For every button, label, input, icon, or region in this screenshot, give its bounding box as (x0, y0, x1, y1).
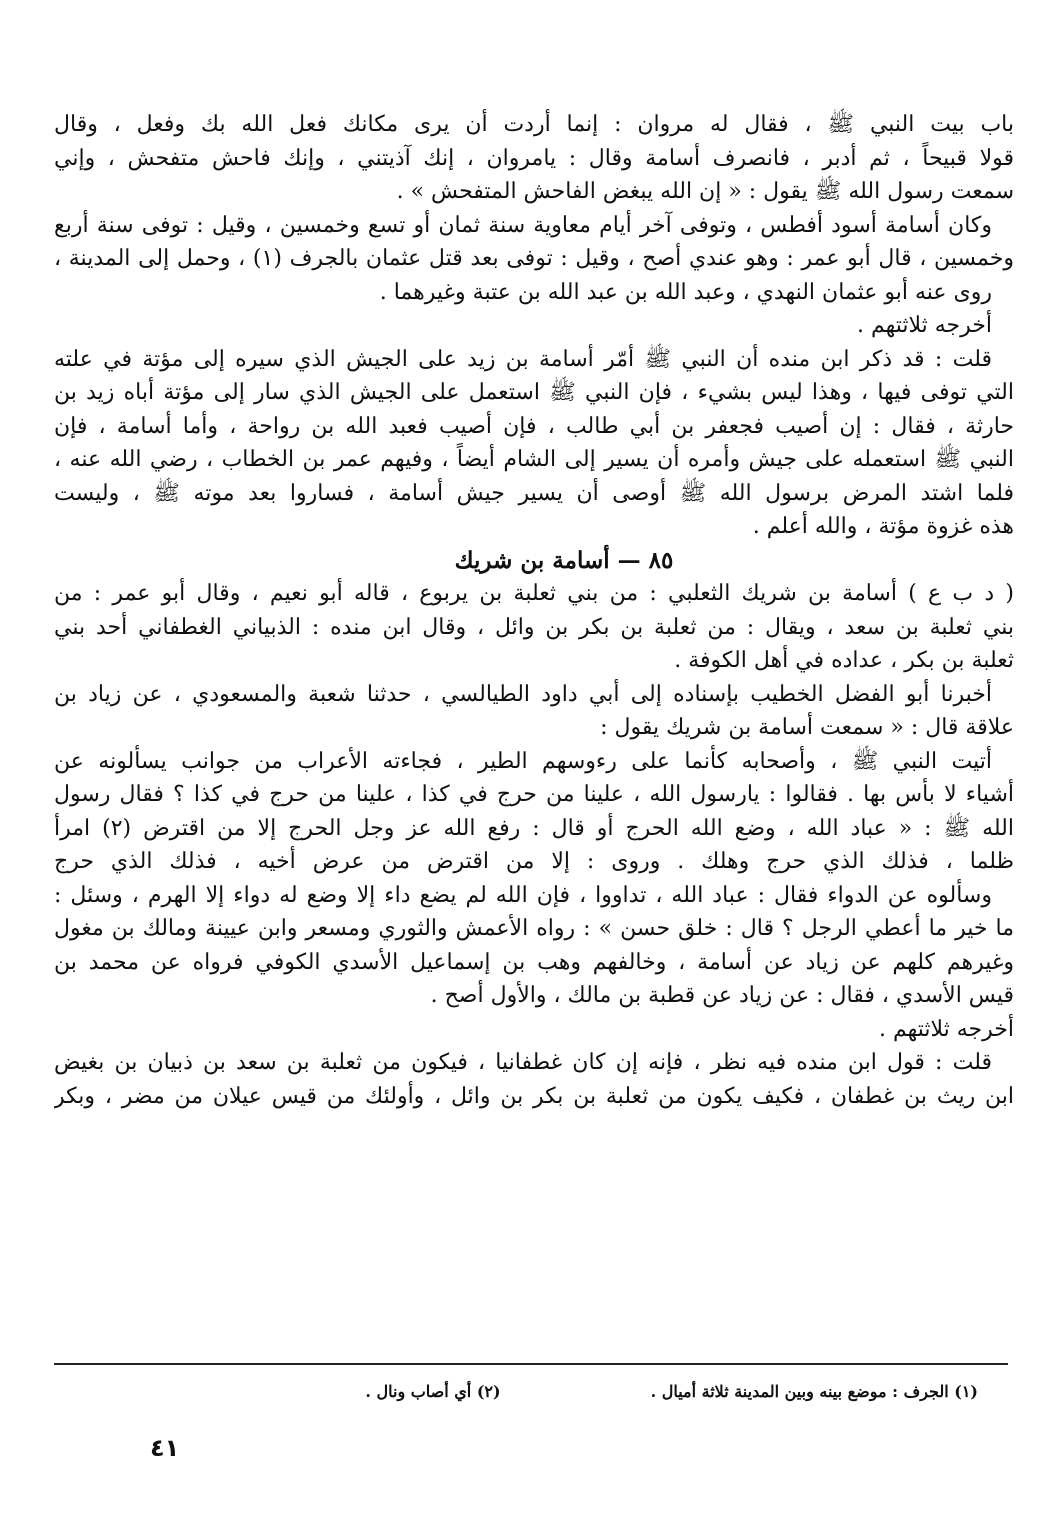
text-line: الله ﷺ : « عباد الله ، وضع الله الحرج أو قال : رفع الله عز وجل الحرج إلا من اقترض (٢) امرأ (54, 815, 1014, 841)
footnotes (54, 1382, 1008, 1401)
text-line: روى عنه أبو عثمان النهدي ، وعبد الله بن عبد الله بن عتبة وغيرهما . (379, 279, 992, 305)
entry-heading: ٨٥ — أسامة بن شريك (454, 546, 674, 574)
page-number: ٤١ (150, 1434, 180, 1462)
text-line: أتيت النبي ﷺ ، وأصحابه كأنما على رءوسهم الطير ، فجاءته الأعراب من جوانب يسألونه عن (54, 748, 992, 774)
text-line: قلت : قد ذكر ابن منده أن النبي ﷺ أمّر أسامة بن زيد على الجيش الذي سيره إلى مؤتة في علته (54, 346, 992, 372)
text-line: سمعت رسول الله ﷺ يقول : « إن الله يبغض الفاحش المتفحش » . (396, 179, 1014, 204)
footnote-1: (١) الجرف : موضع بينه وبين المدينة ثلاثة أميال . (650, 1382, 978, 1401)
text-line: باب بيت النبي ﷺ ، فقال له مروان : إنما أردت أن يرى مكانك فعل الله بك وفعل ، وقال (54, 112, 1014, 137)
text-line: وسألوه عن الدواء فقال : عباد الله ، تداووا ، فإن الله لم يضع داء إلا وضع له دواء إلا الهرم ، وسئل : (54, 882, 992, 908)
text-line: فلما اشتد المرض برسول الله ﷺ أوصى أن يسير جيش أسامة ، فساروا بعد موته ﷺ ، وليست (54, 480, 1014, 506)
text-line: ما خير ما أعطي الرجل ؟ قال : خلق حسن » : رواه الأعمش والثوري ومسعر وابن عيينة ومالك بن مغول (54, 916, 1014, 941)
text-line: أشياء لا بأس بها . فقالوا : يارسول الله ، علينا من حرج في كذا ، علينا من حرج في كذا ؟ فقال رسول (54, 782, 1014, 807)
footnote-divider (54, 1363, 1008, 1365)
text-line: قولا قبيحاً ، ثم أدبر ، فانصرف أسامة وقال : يامروان ، إنك آذيتني ، وإنك فاحش متفحش ، وإني (54, 145, 1014, 171)
text-line: قلت : قول ابن منده فيه نظر ، فإنه إن كان غطفانيا ، فيكون من ثعلبة بن سعد بن ذبيان بن بغيض (54, 1050, 992, 1075)
text-line: أخبرنا أبو الفضل الخطيب بإسناده إلى أبي داود الطيالسي ، حدثنا شعبة والمسعودي ، عن زياد بن (54, 681, 992, 707)
text-line: أخرجه ثلاثتهم . (856, 313, 992, 338)
text-line: ثعلبة بن بكر ، عداده في أهل الكوفة . (674, 648, 1014, 673)
text-line: حارثة ، فقال : إن أصيب فجعفر بن أبي طالب ، فإن أصيب فعبد الله بن رواحة ، وأما أسامة ، فإن (54, 413, 1014, 439)
main-text (54, 108, 1014, 1113)
text-line: أخرجه ثلاثتهم . (878, 1016, 1014, 1042)
text-line: وكان أسامة أسود أفطس ، وتوفى آخر أيام معاوية سنة ثمان أو تسع وخمسين ، وقيل : توفى سنة أربع (54, 212, 992, 238)
text-line: ظلما ، فذلك الذي حرج وهلك . وروى : إلا من اقترض من عرض أخيه ، فذلك الذي حرج (54, 849, 1014, 874)
text-line: هذه غزوة مؤتة ، والله أعلم . (752, 514, 1014, 539)
footnote-2: (٢) أي أصاب ونال . (365, 1382, 501, 1401)
text-line: بني ثعلبة بن سعد ، ويقال : من ثعلبة بن بكر بن وائل ، وقال ابن منده : الذبياني الغطفاني أحد بني (54, 614, 1014, 640)
text-line: وغيرهم كلهم عن زياد عن أسامة ، وخالفهم وهب بن إسماعيل الأسدي الكوفي فرواه عن محمد بن (54, 949, 1014, 975)
text-line: علاقة قال : « سمعت أسامة بن شريك يقول : (600, 715, 1014, 740)
text-line: التي توفى فيها ، وهذا ليس بشيء ، فإن النبي ﷺ استعمل على الجيش الذي سار إلى مؤتة أباه زيد بن (54, 380, 1014, 405)
text-line: وخمسين ، قال أبو عمر : وهو عندي أصح ، وقيل : توفى بعد قتل عثمان بالجرف (١) ، وحمل إلى المدينة ، (54, 246, 1014, 271)
text-line: قيس الأسدي ، فقال : عن زياد عن قطبة بن مالك ، والأول أصح . (430, 983, 1014, 1008)
text-line: ( د ب ع ) أسامة بن شريك الثعلبي : من بني ثعلبة بن يربوع ، قاله أبو نعيم ، وقال أبو عمر : من (54, 581, 1014, 606)
text-line: النبي ﷺ استعمله على جيش وأمره أن يسير إلى الشام أيضاً ، وفيهم عمر بن الخطاب ، رضي الله عنه ، (54, 447, 1014, 472)
text-line: ابن ريث بن غطفان ، فكيف يكون من ثعلبة بن بكر بن وائل ، وأولئك من قيس عيلان من مضر ، وبكر (54, 1083, 1014, 1109)
